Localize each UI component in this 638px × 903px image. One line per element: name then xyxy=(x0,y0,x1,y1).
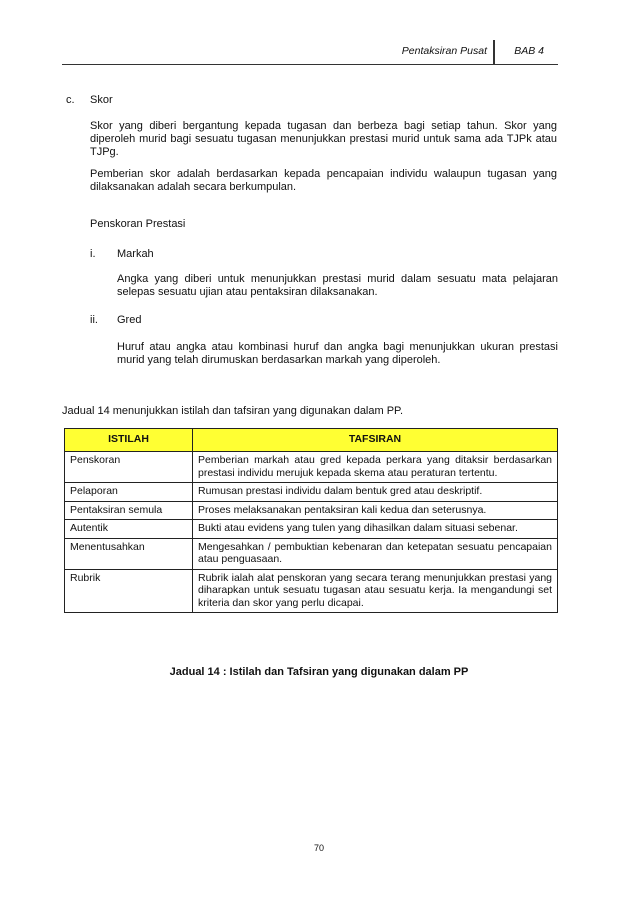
paragraph-skor: Skor yang diberi bergantung kepada tugasan dan berbeza bagi setiap tahun. Skor yang diperoleh murid bagi sesuatu tugasan menunjukkan prestasi murid untuk sama ada TJPk atau TJPg. xyxy=(90,120,557,158)
header-separator xyxy=(493,40,495,65)
term-cell: Rubrik xyxy=(65,569,193,613)
item-marker-i: i. xyxy=(90,248,96,260)
item-marker-ii: ii. xyxy=(90,314,98,326)
item-title-gred: Gred xyxy=(117,314,142,326)
term-cell: Autentik xyxy=(65,520,193,539)
header-tafsiran: TAFSIRAN xyxy=(193,429,558,452)
item-title-markah: Markah xyxy=(117,248,154,260)
subheading-penskoran: Penskoran Prestasi xyxy=(90,218,186,230)
section-marker: c. xyxy=(66,94,75,106)
table-row xyxy=(65,569,558,613)
definition-cell: Bukti atau evidens yang tulen yang dihasilkan dalam situasi sebenar. xyxy=(193,520,558,539)
item-text-markah: Angka yang diberi untuk menunjukkan prestasi murid dalam sesuatu mata pelajaran selepas sesuatu ujian atau pentaksiran dilaksanakan. xyxy=(117,273,558,298)
table-header-row xyxy=(65,429,558,452)
header-istilah: ISTILAH xyxy=(65,429,193,452)
item-text-gred: Huruf atau angka atau kombinasi huruf dan angka bagi menunjukkan ukuran prestasi murid yang telah dirumuskan berdasarkan markah yang diperoleh. xyxy=(117,341,558,366)
definition-cell: Rubrik ialah alat penskoran yang secara terang menunjukkan prestasi yang diharapkan untuk sesuatu tugasan atau sesuatu kerja. Ia mengandungi set kriteria dan skor yang perlu dicapai. xyxy=(193,569,558,613)
table-row xyxy=(65,501,558,520)
table-caption: Jadual 14 : Istilah dan Tafsiran yang digunakan dalam PP xyxy=(169,666,469,678)
table-row xyxy=(65,538,558,569)
table-row xyxy=(65,452,558,483)
definition-cell: Mengesahkan / pembuktian kebenaran dan ketepatan sesuatu pencapaian atau penguasaan. xyxy=(193,538,558,569)
header-rule xyxy=(62,64,558,65)
term-cell: Menentusahkan xyxy=(65,538,193,569)
paragraph-pemberian-skor: Pemberian skor adalah berdasarkan kepada pencapaian individu walaupun tugasan yang dilaksanakan adalah secara berkumpulan. xyxy=(90,168,557,193)
definition-cell: Pemberian markah atau gred kepada perkara yang ditaksir berdasarkan prestasi individu merujuk kepada skema atau peraturan tertentu. xyxy=(193,452,558,483)
page-header xyxy=(62,36,558,68)
page-number: 70 xyxy=(313,843,324,853)
section-title: Skor xyxy=(90,94,113,106)
table-row xyxy=(65,520,558,539)
table-row xyxy=(65,483,558,502)
header-section-title: Pentaksiran Pusat xyxy=(401,45,487,57)
table-intro: Jadual 14 menunjukkan istilah dan tafsiran yang digunakan dalam PP. xyxy=(62,405,404,417)
definition-cell: Proses melaksanakan pentaksiran kali kedua dan seterusnya. xyxy=(193,501,558,520)
header-chapter: BAB 4 xyxy=(514,45,544,57)
definition-cell: Rumusan prestasi individu dalam bentuk gred atau deskriptif. xyxy=(193,483,558,502)
terms-table xyxy=(64,428,558,613)
term-cell: Penskoran xyxy=(65,452,193,483)
term-cell: Pelaporan xyxy=(65,483,193,502)
term-cell: Pentaksiran semula xyxy=(65,501,193,520)
